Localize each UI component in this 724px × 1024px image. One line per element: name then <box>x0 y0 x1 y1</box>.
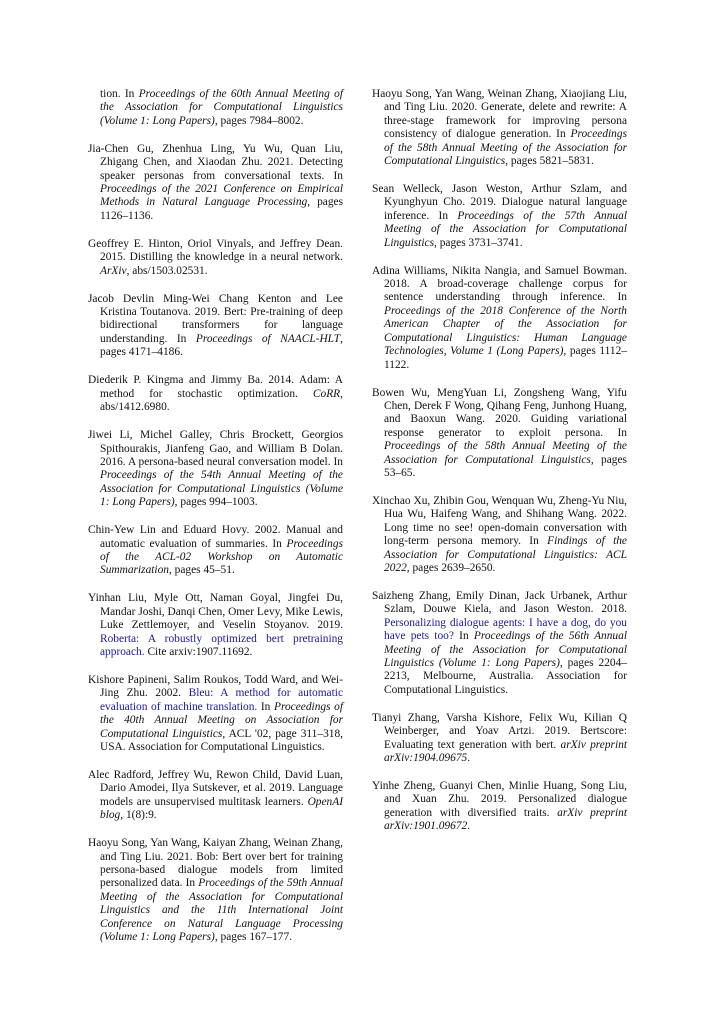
ref-venue: Proceedings of the 54th Annual Meeting of the Association for Computational Linguistics (Volume 1: Long Papers) <box>100 469 343 509</box>
ref-title-link[interactable]: Bleu: A method for automatic evaluation of machine translation. <box>100 687 343 713</box>
reference-entry <box>372 712 627 766</box>
ref-text: Jia-Chen Gu, Zhenhua Ling, Yu Wu, Quan Liu, Zhigang Chen, and Xiaodan Zhu. 2021. Detecting speaker personas from conversational texts. In <box>88 142 343 182</box>
ref-text: In <box>257 700 274 713</box>
ref-text: , ACL '02, page 311–318, USA. Association for Computational Linguistics. <box>100 727 343 753</box>
ref-venue: arXiv preprint arXiv:1904.09675 <box>384 738 627 765</box>
ref-text: , abs/1503.02531. <box>126 264 208 277</box>
reference-entry <box>88 429 343 509</box>
ref-text: Jacob Devlin Ming-Wei Chang Kenton and Lee Kristina Toutanova. 2019. Bert: Pre-training of deep bidirectional transformers for language understanding. In <box>88 292 343 345</box>
ref-text: . <box>467 820 471 833</box>
reference-entry <box>88 293 343 360</box>
ref-text: , pages 1126–1136. <box>100 196 343 222</box>
ref-venue: Proceedings of the 2021 Conference on Empirical Methods in Natural Language Processing <box>100 183 343 209</box>
ref-venue: CoRR <box>312 387 341 400</box>
ref-venue: OpenAI blog <box>100 795 343 822</box>
ref-text: Geoffrey E. Hinton, Oriol Vinyals, and Jeffrey Dean. 2015. Distilling the knowledge in a neural network. <box>88 237 343 264</box>
ref-text: Cite arxiv:1907.11692. <box>144 645 253 658</box>
ref-venue: Proceedings of the 60th Annual Meeting of the Association for Computational Linguistics (Volume 1: Long Papers) <box>100 88 343 127</box>
ref-venue: Findings of the Association for Computational Linguistics: ACL 2022 <box>384 535 627 574</box>
ref-text: , pages 45–51. <box>168 564 235 577</box>
ref-venue: Proceedings of the 40th Annual Meeting on Association for Computational Linguistics <box>100 700 343 740</box>
ref-title-link[interactable]: Roberta: A robustly optimized bert pretraining approach. <box>100 632 343 658</box>
reference-entry <box>88 524 343 578</box>
ref-text: , pages 4171–4186. <box>100 332 343 359</box>
ref-text: Yinhan Liu, Myle Ott, Naman Goyal, Jingfei Du, Mandar Joshi, Danqi Chen, Omer Levy, Mike Lewis, Luke Zettlemoyer, and Veselin Stoyanov. 2019. <box>88 592 343 632</box>
ref-text: Saizheng Zhang, Emily Dinan, Jack Urbanek, Arthur Szlam, Douwe Kiela, and Jason Weston. 2018. <box>372 589 627 616</box>
reference-entry <box>88 88 343 128</box>
reference-entry <box>372 387 627 481</box>
ref-text: , pages 5821–5831. <box>505 155 594 168</box>
ref-text: Adina Williams, Nikita Nangia, and Samuel Bowman. 2018. A broad-coverage challenge corpus for sentence understanding through inference. In <box>372 264 627 304</box>
reference-entry <box>88 374 343 414</box>
ref-text: , pages 2639–2650. <box>406 561 496 574</box>
ref-text: Jiwei Li, Michel Galley, Chris Brockett, Georgios Spithourakis, Jianfeng Gao, and William B Dolan. 2016. A persona-based neural conversation model. In <box>88 429 343 468</box>
ref-venue: Proceedings of the 57th Annual Meeting of the Association for Computational Linguistics <box>384 209 627 249</box>
references-left-column <box>88 88 343 959</box>
ref-text: tion. In <box>100 88 139 100</box>
ref-text: . <box>467 752 471 765</box>
ref-venue: ArXiv <box>100 264 127 277</box>
ref-text: Tianyi Zhang, Varsha Kishore, Felix Wu, Kilian Q Weinberger, and Yoav Artzi. 2019. Bertscore: Evaluating text generation with bert. <box>372 711 627 751</box>
reference-entry <box>372 88 627 168</box>
ref-venue: Proceedings of the 56th Annual Meeting of the Association for Computational Linguistics (Volume 1: Long Papers) <box>384 630 627 669</box>
ref-text: Yinhe Zheng, Guanyi Chen, Minlie Huang, Song Liu, and Xuan Zhu. 2019. Personalized dialogue generation with diversified traits. <box>372 780 627 819</box>
ref-text: Chin-Yew Lin and Eduard Hovy. 2002. Manual and automatic evaluation of summaries. In <box>88 524 343 550</box>
ref-text: Bowen Wu, MengYuan Li, Zongsheng Wang, Yifu Chen, Derek F Wong, Qihang Feng, Junhong Huang, and Baoxun Wang. 2020. Guiding variational response generator to exploit persona. In <box>372 386 627 439</box>
ref-venue: arXiv preprint arXiv:1901.09672 <box>384 806 627 833</box>
ref-venue: Proceedings of the 2018 Conference of the North American Chapter of the Association for Computational Linguistics: Human Language Technologies, Volume 1 (Long Papers) <box>384 304 627 358</box>
references-right-column <box>372 88 627 848</box>
reference-entry <box>372 590 627 697</box>
reference-entry <box>372 265 627 372</box>
reference-entry <box>88 769 343 823</box>
ref-text: In <box>453 630 474 643</box>
ref-text: , pages 994–1003. <box>174 496 258 509</box>
ref-text: , pages 167–177. <box>214 931 293 944</box>
ref-text: Xinchao Xu, Zhibin Gou, Wenquan Wu, Zheng-Yu Niu, Hua Wu, Haifeng Wang, and Shihang Wang. 2022. Long time no see! open-domain conversation with long-term persona memory. In <box>372 494 627 548</box>
ref-text: Kishore Papineni, Salim Roukos, Todd Ward, and Wei-Jing Zhu. 2002. <box>88 673 343 700</box>
ref-title-link[interactable]: Personalizing dialogue agents: I have a dog, do you have pets too? <box>384 616 627 643</box>
ref-text: , pages 3731–3741. <box>434 236 523 249</box>
ref-text: Sean Welleck, Jason Weston, Arthur Szlam, and Kyunghyun Cho. 2019. Dialogue natural language inference. In <box>372 183 627 222</box>
ref-text: Diederik P. Kingma and Jimmy Ba. 2014. Adam: A method for stochastic optimization. <box>88 374 343 400</box>
ref-venue: Proceedings of the ACL-02 Workshop on Automatic Summarization <box>100 537 343 577</box>
ref-venue: Proceedings of NAACL-HLT <box>195 332 341 345</box>
ref-text: , pages 7984–8002. <box>214 114 304 127</box>
ref-text: Haoyu Song, Yan Wang, Weinan Zhang, Xiaojiang Liu, and Ting Liu. 2020. Generate, delete and rewrite: A three-stage framework for improving persona consistency of dialogue generation. In <box>372 88 627 141</box>
ref-venue: Proceedings of the 58th Annual Meeting of the Association for Computational Linguistics <box>384 440 627 466</box>
ref-text: , pages 53–65. <box>384 453 627 479</box>
reference-entry <box>372 183 627 250</box>
ref-text: Haoyu Song, Yan Wang, Kaiyan Zhang, Weinan Zhang, and Ting Liu. 2021. Bob: Bert over bert for training persona-based dialogue models from limited personalized data. In <box>88 837 343 890</box>
ref-venue: Proceedings of the 59th Annual Meeting of the Association for Computational Linguistics and the 11th International Joint Conference on Natural Language Processing (Volume 1: Long Papers) <box>100 877 343 944</box>
reference-entry <box>372 780 627 834</box>
reference-entry <box>88 592 343 659</box>
reference-entry <box>88 837 343 944</box>
reference-entry <box>372 495 627 575</box>
ref-text: , 1(8):9. <box>120 809 157 822</box>
ref-text: Alec Radford, Jeffrey Wu, Rewon Child, David Luan, Dario Amodei, Ilya Sutskever, et al. 2019. Language models are unsupervised multitask learners. <box>88 769 343 808</box>
reference-entry <box>88 238 343 278</box>
reference-entry <box>88 674 343 754</box>
reference-entry <box>88 143 343 223</box>
ref-text: , pages 2204–2213, Melbourne, Australia. Association for Computational Linguistics. <box>384 657 627 696</box>
ref-text: , abs/1412.6980. <box>100 387 343 414</box>
ref-text: , pages 1112–1122. <box>384 345 627 371</box>
ref-venue: Proceedings of the 58th Annual Meeting of the Association for Computational Linguistics <box>384 128 627 168</box>
